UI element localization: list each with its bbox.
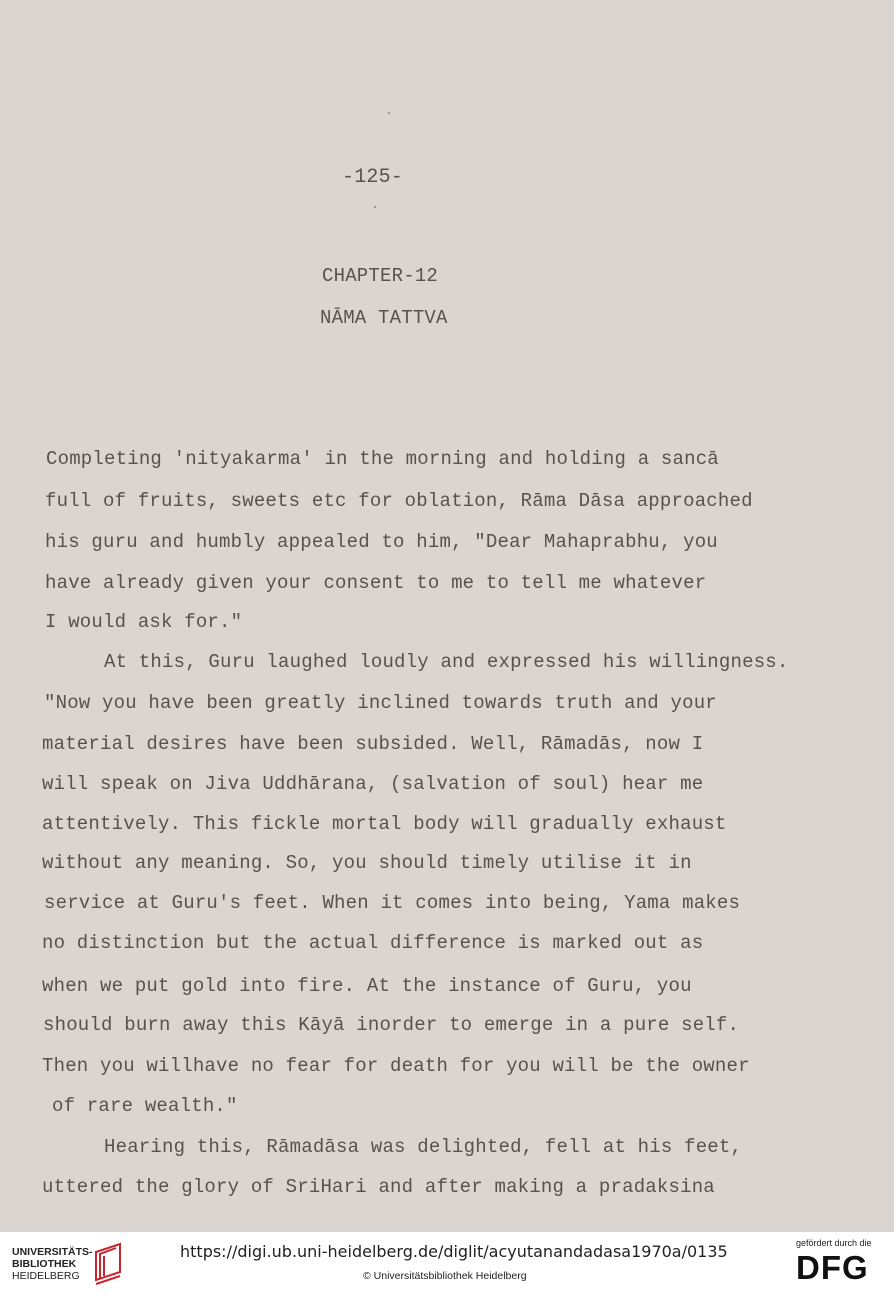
text-line: will speak on Jiva Uddhārana, (salvation of soul) hear me [42, 773, 704, 795]
text-line: I would ask for." [45, 611, 243, 633]
text-line: without any meaning. So, you should timely utilise it in [42, 852, 692, 874]
text-line: full of fruits, sweets etc for oblation, Rāma Dāsa approached [45, 490, 753, 512]
text-line: material desires have been subsided. Well, Rāmadās, now I [42, 733, 704, 755]
page-number: -125- [342, 166, 404, 189]
chapter-subtitle: NĀMA TATTVA [320, 307, 448, 329]
page-url-link[interactable]: https://digi.ub.uni-heidelberg.de/diglit/acyutanandadasa1970a/0135 [180, 1242, 728, 1261]
library-name [12, 1246, 93, 1282]
text-line: Then you willhave no fear for death for you will be the owner [42, 1055, 750, 1077]
text-line: should burn away this Kāyā inorder to emerge in a pure self. [43, 1014, 740, 1036]
paper-speck [388, 112, 390, 114]
text-line: Hearing this, Rāmadāsa was delighted, fell at his feet, [104, 1136, 743, 1158]
text-line: when we put gold into fire. At the instance of Guru, you [42, 975, 692, 997]
text-line: of rare wealth." [52, 1095, 238, 1117]
sponsor-label: gefördert durch die [796, 1238, 872, 1248]
dfg-logo[interactable]: DFG [796, 1249, 869, 1286]
text-line: service at Guru's feet. When it comes into being, Yama makes [44, 892, 741, 914]
chapter-title: CHAPTER-12 [322, 265, 439, 287]
ub-heidelberg-logo-icon [92, 1240, 124, 1288]
text-line: uttered the glory of SriHari and after making a pradaksina [42, 1176, 715, 1198]
viewer-footer [0, 1232, 894, 1294]
copyright-text: © Universitätsbibliothek Heidelberg [363, 1270, 527, 1282]
text-line: "Now you have been greatly inclined towards truth and your [44, 692, 717, 714]
paper-speck [374, 206, 376, 208]
text-line: have already given your consent to me to tell me whatever [45, 572, 707, 594]
text-line: At this, Guru laughed loudly and expressed his willingness. [104, 651, 789, 673]
text-line: no distinction but the actual difference is marked out as [42, 932, 704, 954]
text-line: his guru and humbly appealed to him, "Dear Mahaprabhu, you [45, 531, 718, 553]
library-name-line1: UNIVERSITÄTS- [12, 1246, 93, 1258]
text-line: Completing 'nityakarma' in the morning and holding a sancā [46, 448, 719, 470]
library-name-line2: BIBLIOTHEK [12, 1258, 77, 1270]
library-name-line3: HEIDELBERG [12, 1270, 80, 1282]
text-line: attentively. This fickle mortal body will gradually exhaust [42, 813, 727, 835]
